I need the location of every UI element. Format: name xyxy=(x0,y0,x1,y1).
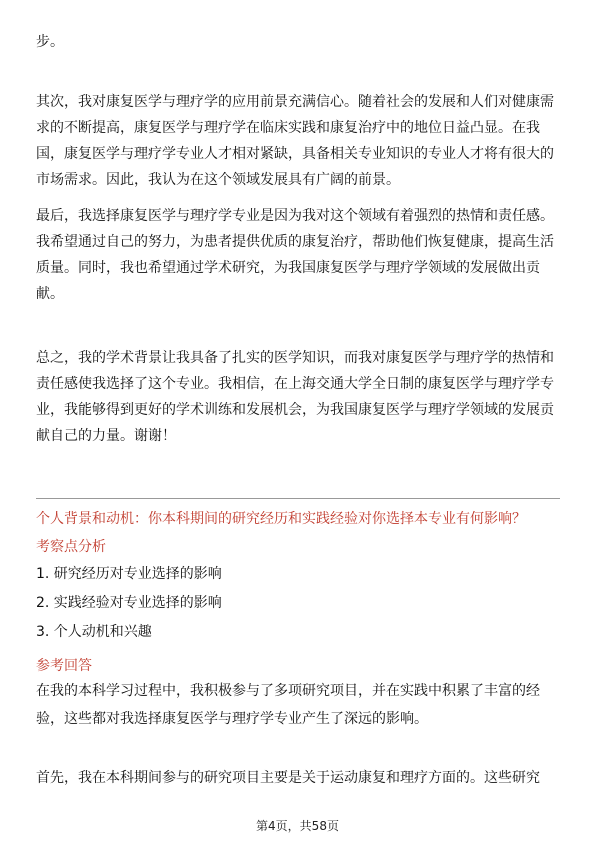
paragraph-passion-responsibility: 最后，我选择康复医学与理疗学专业是因为我对这个领域有着强烈的热情和责任感。我希望通过自己的努力，为患者提供优质的康复治疗，帮助他们恢复健康，提高生活质量。同时，我也希望通过学术研究，为我国康复医学与理疗学领域的发展做出贡献。 xyxy=(36,208,554,302)
answer-paragraph: 首先，我在本科期间参与的研究项目主要是关于运动康复和理疗方面的。这些研究 xyxy=(36,770,540,786)
analysis-item: 3. 个人动机和兴趣 xyxy=(36,624,152,640)
paragraph-application-prospects: 其次，我对康复医学与理疗学的应用前景充满信心。随着社会的发展和人们对健康需求的不断提高，康复医学与理疗学在临床实践和康复治疗中的地位日益凸显。在我国，康复医学与理疗学专业人才相对紧缺，具备相关专业知识的专业人才将有很大的市场需求。因此，我认为在这个领域发展具有广阔的前景。 xyxy=(36,94,554,188)
page-number-footer: 第4页，共58页 xyxy=(256,819,339,833)
answer-heading: 参考回答 xyxy=(36,658,92,674)
answer-paragraph: 在我的本科学习过程中，我积极参与了多项研究项目，并在实践中积累了丰富的经验，这些都对我选择康复医学与理疗学专业产生了深远的影响。 xyxy=(36,683,540,727)
section-divider xyxy=(36,498,560,499)
analysis-heading: 考察点分析 xyxy=(36,539,106,555)
analysis-item: 1. 研究经历对专业选择的影响 xyxy=(36,566,222,582)
paragraph-conclusion: 总之，我的学术背景让我具备了扎实的医学知识，而我对康复医学与理疗学的热情和责任感使我选择了这个专业。我相信，在上海交通大学全日制的康复医学与理疗学专业，我能够得到更好的学术训练和发展机会，为我国康复医学与理疗学领域的发展贡献自己的力量。谢谢！ xyxy=(36,350,554,444)
question-title: 个人背景和动机：你本科期间的研究经历和实践经验对你选择本专业有何影响？ xyxy=(36,511,526,527)
analysis-item: 2. 实践经验对专业选择的影响 xyxy=(36,595,222,611)
paragraph-continuation: 步。 xyxy=(36,34,64,50)
